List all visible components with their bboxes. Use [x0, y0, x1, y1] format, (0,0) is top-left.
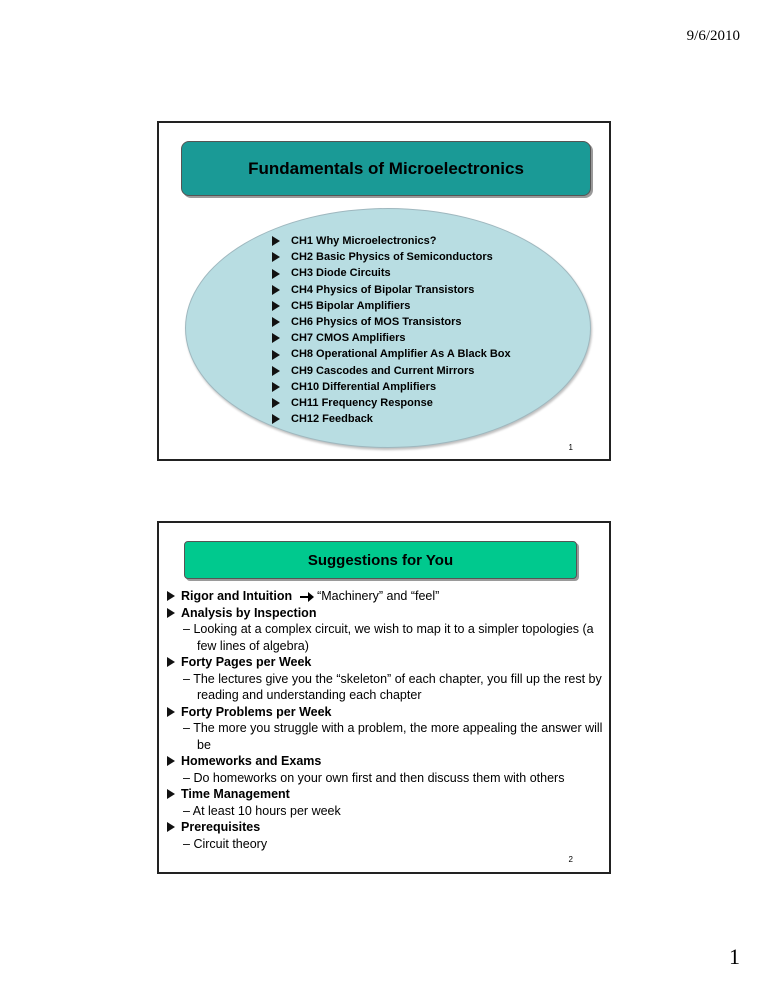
arrow-bullet-icon: [272, 252, 280, 262]
suggestion-item: Rigor and Intuition “Machinery” and “feel”: [167, 588, 607, 605]
suggestion-detail: – The more you struggle with a problem, the more appealing the answer will be: [183, 721, 603, 752]
arrow-bullet-icon: [272, 301, 280, 311]
suggestion-item: Time Management – At least 10 hours per week: [167, 786, 607, 819]
chapter-item: CH10 Differential Amplifiers: [272, 379, 511, 395]
arrow-bullet-icon: [272, 333, 280, 343]
suggestion-detail: – Looking at a complex circuit, we wish to map it to a simpler topologies (a few lines of algebra): [183, 622, 594, 653]
chapter-item: CH4 Physics of Bipolar Transistors: [272, 282, 511, 298]
suggestion-item: Forty Pages per Week – The lectures give you the “skeleton” of each chapter, you fill up the rest by reading and understanding each chapter: [167, 654, 607, 704]
chapter-item: CH8 Operational Amplifier As A Black Box: [272, 346, 511, 362]
chapter-item: CH2 Basic Physics of Semiconductors: [272, 249, 511, 265]
chapter-list: [272, 233, 511, 427]
arrow-bullet-icon: [272, 269, 280, 279]
right-arrow-icon: [300, 596, 310, 598]
arrow-bullet-icon: [272, 285, 280, 295]
chapter-item: CH9 Cascodes and Current Mirrors: [272, 363, 511, 379]
suggestion-detail: – Do homeworks on your own first and then discuss them with others: [183, 770, 565, 785]
chapter-item: CH5 Bipolar Amplifiers: [272, 298, 511, 314]
slide-2: [157, 521, 611, 874]
arrow-bullet-icon: [272, 382, 280, 392]
suggestion-detail: – Circuit theory: [183, 836, 268, 851]
arrow-bullet-icon: [272, 317, 280, 327]
arrow-bullet-icon: [167, 756, 175, 766]
suggestion-item: Homeworks and Exams – Do homeworks on your own first and then discuss them with others: [167, 753, 607, 786]
slide-1: [157, 121, 611, 461]
suggestion-item: Prerequisites – Circuit theory: [167, 819, 607, 852]
chapter-item: CH12 Feedback: [272, 411, 511, 427]
arrow-bullet-icon: [167, 591, 175, 601]
slide-2-title: Suggestions for You: [184, 541, 577, 579]
slide-1-number: 1: [568, 443, 573, 452]
arrow-bullet-icon: [272, 366, 280, 376]
suggestion-detail: – At least 10 hours per week: [183, 803, 341, 818]
arrow-bullet-icon: [272, 350, 280, 360]
arrow-bullet-icon: [167, 707, 175, 717]
header-date: 9/6/2010: [686, 28, 740, 44]
arrow-bullet-icon: [167, 789, 175, 799]
arrow-bullet-icon: [167, 822, 175, 832]
arrow-bullet-icon: [272, 236, 280, 246]
chapter-item: CH6 Physics of MOS Transistors: [272, 314, 511, 330]
slide-1-title: Fundamentals of Microelectronics: [181, 141, 591, 196]
slide-2-number: 2: [568, 855, 573, 864]
suggestion-item: Forty Problems per Week – The more you struggle with a problem, the more appealing the answer will be: [167, 704, 607, 754]
chapter-item: CH11 Frequency Response: [272, 395, 511, 411]
suggestion-list: [167, 588, 607, 852]
suggestion-detail: – The lectures give you the “skeleton” of each chapter, you fill up the rest by reading and understanding each chapter: [183, 671, 602, 702]
arrow-bullet-icon: [272, 414, 280, 424]
chapter-item: CH7 CMOS Amplifiers: [272, 330, 511, 346]
arrow-bullet-icon: [167, 657, 175, 667]
arrow-bullet-icon: [272, 398, 280, 408]
arrow-bullet-icon: [167, 608, 175, 618]
chapter-item: CH3 Diode Circuits: [272, 265, 511, 281]
page-number: 1: [729, 944, 740, 969]
chapter-item: CH1 Why Microelectronics?: [272, 233, 511, 249]
suggestion-item: Analysis by Inspection – Looking at a complex circuit, we wish to map it to a simpler topologies (a few lines of algebra): [167, 605, 607, 655]
